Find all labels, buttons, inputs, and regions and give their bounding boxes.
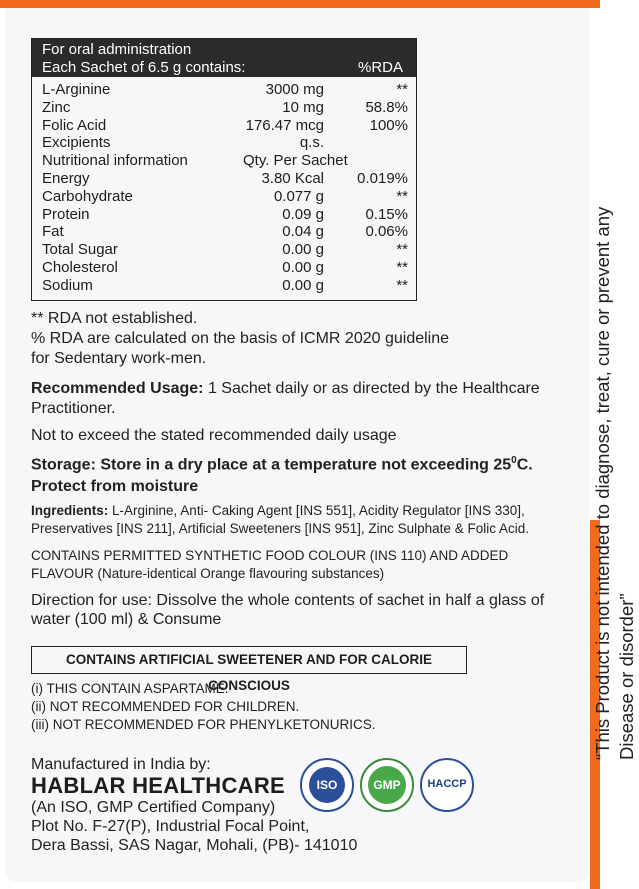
ingredients-text-1: L-Arginine, Anti- Caking Agent [INS 551], Acidity Regulator [INS 330], bbox=[108, 503, 525, 518]
nutrition-row bbox=[32, 223, 416, 241]
header-rda: %RDA bbox=[358, 59, 404, 76]
gmp-certified-badge bbox=[360, 758, 414, 812]
nutrient-rda: 58.8% bbox=[365, 98, 408, 116]
usage-label: Recommended Usage: bbox=[31, 380, 204, 397]
note-rda-not-established: ** RDA not established. bbox=[31, 310, 198, 327]
nutrient-qty: q.s. bbox=[299, 134, 324, 152]
nutrient-qty: 0.077 g bbox=[273, 187, 324, 205]
nutrient-rda: 0.15% bbox=[365, 205, 408, 223]
nutrition-table-header bbox=[32, 39, 416, 77]
nutrition-row bbox=[32, 134, 416, 152]
company-address-2: Dera Bassi, SAS Nagar, Mohali, (PB)- 141010 bbox=[31, 837, 358, 854]
nutrient-name: Fat bbox=[42, 223, 64, 241]
nutrient-name: Cholesterol bbox=[42, 258, 118, 276]
nutrient-name: Zinc bbox=[42, 98, 71, 116]
nutrient-qty: 0.04 g bbox=[282, 223, 324, 241]
nutrient-qty: 0.09 g bbox=[282, 205, 324, 223]
nutrient-name: Folic Acid bbox=[42, 116, 107, 134]
nutrient-qty: 3.80 Kcal bbox=[261, 169, 324, 187]
nutrition-row bbox=[32, 206, 416, 224]
nutrient-rda: ** bbox=[396, 276, 408, 294]
warning-aspartame: (i) THIS CONTAIN ASPARTAME. bbox=[31, 681, 229, 696]
nutrient-rda: ** bbox=[396, 81, 408, 98]
usage-text-1: 1 Sachet daily or as directed by the Healthcare bbox=[203, 380, 540, 397]
nutrition-rows bbox=[32, 77, 416, 295]
storage-line-1 bbox=[31, 455, 533, 474]
note-rda-basis-1: % RDA are calculated on the basis of ICMR 2020 guideline bbox=[31, 330, 450, 347]
nutrient-rda: 0.06% bbox=[365, 223, 408, 241]
nutrient-name: Excipients bbox=[42, 134, 111, 152]
iso-label: ISO bbox=[309, 767, 345, 803]
header-line-2: Each Sachet of 6.5 g contains: bbox=[42, 59, 246, 76]
usage-text-2: Practitioner. bbox=[31, 400, 116, 417]
ingredients-text-2: Preservatives [INS 211], Artificial Sweeteners [INS 951], Zinc Sulphate & Folic Acid. bbox=[31, 521, 529, 536]
usage-limit: Not to exceed the stated recommended daily usage bbox=[31, 427, 397, 444]
top-accent-bar bbox=[0, 0, 600, 8]
nutrient-qty: 0.00 g bbox=[282, 258, 324, 276]
header-line-1: For oral administration bbox=[42, 41, 192, 58]
nutrient-qty: 176.47 mcg bbox=[245, 116, 324, 134]
nutrition-row bbox=[32, 241, 416, 259]
nutrient-name: L-Arginine bbox=[42, 81, 111, 98]
nutrition-row bbox=[32, 259, 416, 277]
note-rda-basis-2: for Sedentary work-men. bbox=[31, 350, 207, 367]
nutrient-rda: ** bbox=[396, 187, 408, 205]
nutrition-row bbox=[32, 81, 416, 99]
disclaimer-vertical bbox=[591, 200, 639, 760]
company-name: HABLAR HEALTHCARE bbox=[31, 773, 286, 798]
nutrient-rda: 100% bbox=[369, 116, 408, 134]
colour-line-1: CONTAINS PERMITTED SYNTHETIC FOOD COLOUR (INS 110) AND ADDED bbox=[31, 548, 509, 563]
nutrition-row bbox=[32, 170, 416, 188]
usage-line-1 bbox=[31, 380, 540, 398]
nutrition-row bbox=[32, 152, 416, 170]
nutrient-qty: 0.00 g bbox=[282, 241, 324, 259]
colour-line-2: FLAVOUR (Nature-identical Orange flavouring substances) bbox=[31, 566, 385, 581]
nutrient-name: Total Sugar bbox=[42, 241, 118, 259]
storage-degree: 0 bbox=[511, 455, 517, 466]
warning-children: (ii) NOT RECOMMENDED FOR CHILDREN. bbox=[31, 699, 300, 714]
nutrient-name: Sodium bbox=[42, 276, 93, 294]
ingredients-line-1 bbox=[31, 503, 525, 518]
disclaimer-line-2: Disease or disorder” bbox=[616, 593, 637, 760]
nutrient-rda: ** bbox=[396, 241, 408, 259]
nutrient-qty: 3000 mg bbox=[265, 81, 324, 98]
gmp-label: GMP bbox=[368, 766, 406, 804]
direction-line-1: Direction for use: Dissolve the whole contents of sachet in half a glass of bbox=[31, 592, 545, 609]
nutrient-rda: 0.019% bbox=[357, 169, 408, 187]
storage-unit: C. bbox=[516, 456, 533, 474]
nutrient-name: Carbohydrate bbox=[42, 187, 133, 205]
iso-certified-badge bbox=[300, 758, 354, 812]
company-cert: (An ISO, GMP Certified Company) bbox=[31, 799, 276, 816]
disclaimer-line-1: “This Product is not intended to diagnose, treat, cure or prevent any bbox=[592, 206, 613, 760]
nutrition-row bbox=[32, 188, 416, 206]
company-address-1: Plot No. F-27(P), Industrial Focal Point, bbox=[31, 818, 310, 835]
ingredients-label: Ingredients: bbox=[31, 503, 109, 518]
nutrient-qty: Qty. Per Sachet bbox=[243, 152, 348, 170]
storage-line-2: Protect from moisture bbox=[31, 478, 199, 495]
haccp-certified-badge bbox=[420, 758, 474, 812]
nutrient-qty: 0.00 g bbox=[282, 276, 324, 294]
direction-line-2: water (100 ml) & Consume bbox=[31, 611, 222, 628]
storage-text: Storage: Store in a dry place at a temperature not exceeding 25 bbox=[31, 456, 512, 474]
nutrition-table bbox=[31, 38, 417, 301]
haccp-label: HACCP bbox=[427, 778, 467, 790]
artificial-sweetener-box: CONTAINS ARTIFICIAL SWEETENER AND FOR CALORIE CONSCIOUS bbox=[31, 646, 467, 674]
nutrition-row bbox=[32, 277, 416, 295]
nutrient-name: Energy bbox=[42, 169, 90, 187]
nutrient-name: Protein bbox=[42, 205, 90, 223]
nutrient-name: Nutritional information bbox=[42, 152, 188, 170]
nutrition-row bbox=[32, 117, 416, 135]
nutrient-rda: ** bbox=[396, 258, 408, 276]
nutrient-qty: 10 mg bbox=[282, 98, 324, 116]
nutrition-row bbox=[32, 99, 416, 117]
warning-phenylketonurics: (iii) NOT RECOMMENDED FOR PHENYLKETONURICS. bbox=[31, 717, 376, 732]
manufactured-in: Manufactured in India by: bbox=[31, 756, 211, 773]
